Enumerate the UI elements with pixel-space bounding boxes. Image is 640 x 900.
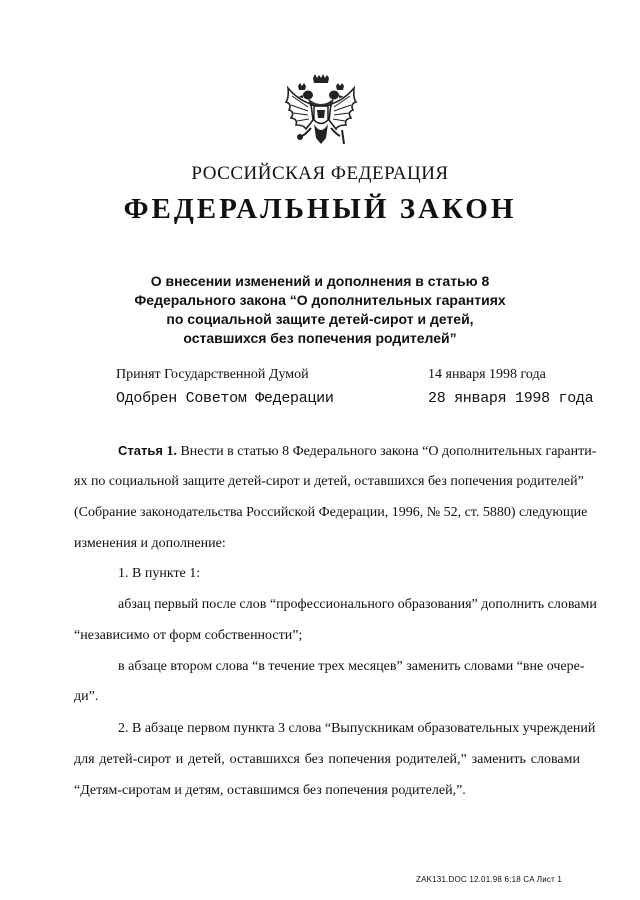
body-text-line: изменения и дополнение: <box>74 536 226 551</box>
approved-label: Одобрен Советом Федерации <box>116 390 334 407</box>
law-title-line: О внесении изменений и дополнения в статью 8 <box>150 273 490 289</box>
document-type: ФЕДЕРАЛЬНЫЙ ЗАКОН <box>123 193 517 225</box>
body-text-line: для детей-сирот и детей, оставшихся без попечения родителей,” заменить словами <box>74 752 580 767</box>
approved-date: 28 января 1998 года <box>428 390 594 407</box>
body-text-line: в абзаце втором слова “в течение трех месяцев” заменить словами “вне очере- <box>118 659 585 674</box>
law-title-line: Федерального закона “О дополнительных гарантиях <box>134 292 506 308</box>
body-text-line: “Детям-сиротам и детям, оставшимся без попечения родителей,”. <box>74 783 466 798</box>
body-text-line: абзац первый после слов “профессионального образования” дополнить словами <box>118 597 597 612</box>
body-text-line: ди”. <box>74 689 99 704</box>
body-text-line: ях по социальной защите детей-сирот и детей, оставшихся без попечения родителей” <box>74 474 584 489</box>
coat-of-arms-icon <box>284 74 358 154</box>
body-text-line: (Собрание законодательства Российской Федерации, 1996, № 52, ст. 5880) следующие <box>74 505 588 520</box>
article-first-line <box>118 443 597 460</box>
law-title <box>100 272 540 348</box>
adopted-label: Принят Государственной Думой <box>116 367 309 382</box>
body-text-line: 1. В пункте 1: <box>118 566 201 581</box>
body-text-line: 2. В абзаце первом пункта 3 слова “Выпускникам образовательных учреждений <box>118 721 596 736</box>
law-title-line: по социальной защите детей-сирот и детей, <box>166 311 474 327</box>
adopted-date: 14 января 1998 года <box>428 367 546 382</box>
country-name: РОССИЙСКАЯ ФЕДЕРАЦИЯ <box>191 163 449 184</box>
article-label: Статья <box>118 443 163 458</box>
document-footer: ZAK131.DOC 12.01.98 6:18 CA Лист 1 <box>416 875 563 884</box>
body-text-line: “независимо от форм собственности”; <box>74 628 303 643</box>
article-number: 1. <box>166 444 177 459</box>
body-text-line: Внести в статью 8 Федерального закона “О дополнительных гаранти- <box>180 444 597 459</box>
law-title-line: оставшихся без попечения родителей” <box>183 330 457 346</box>
